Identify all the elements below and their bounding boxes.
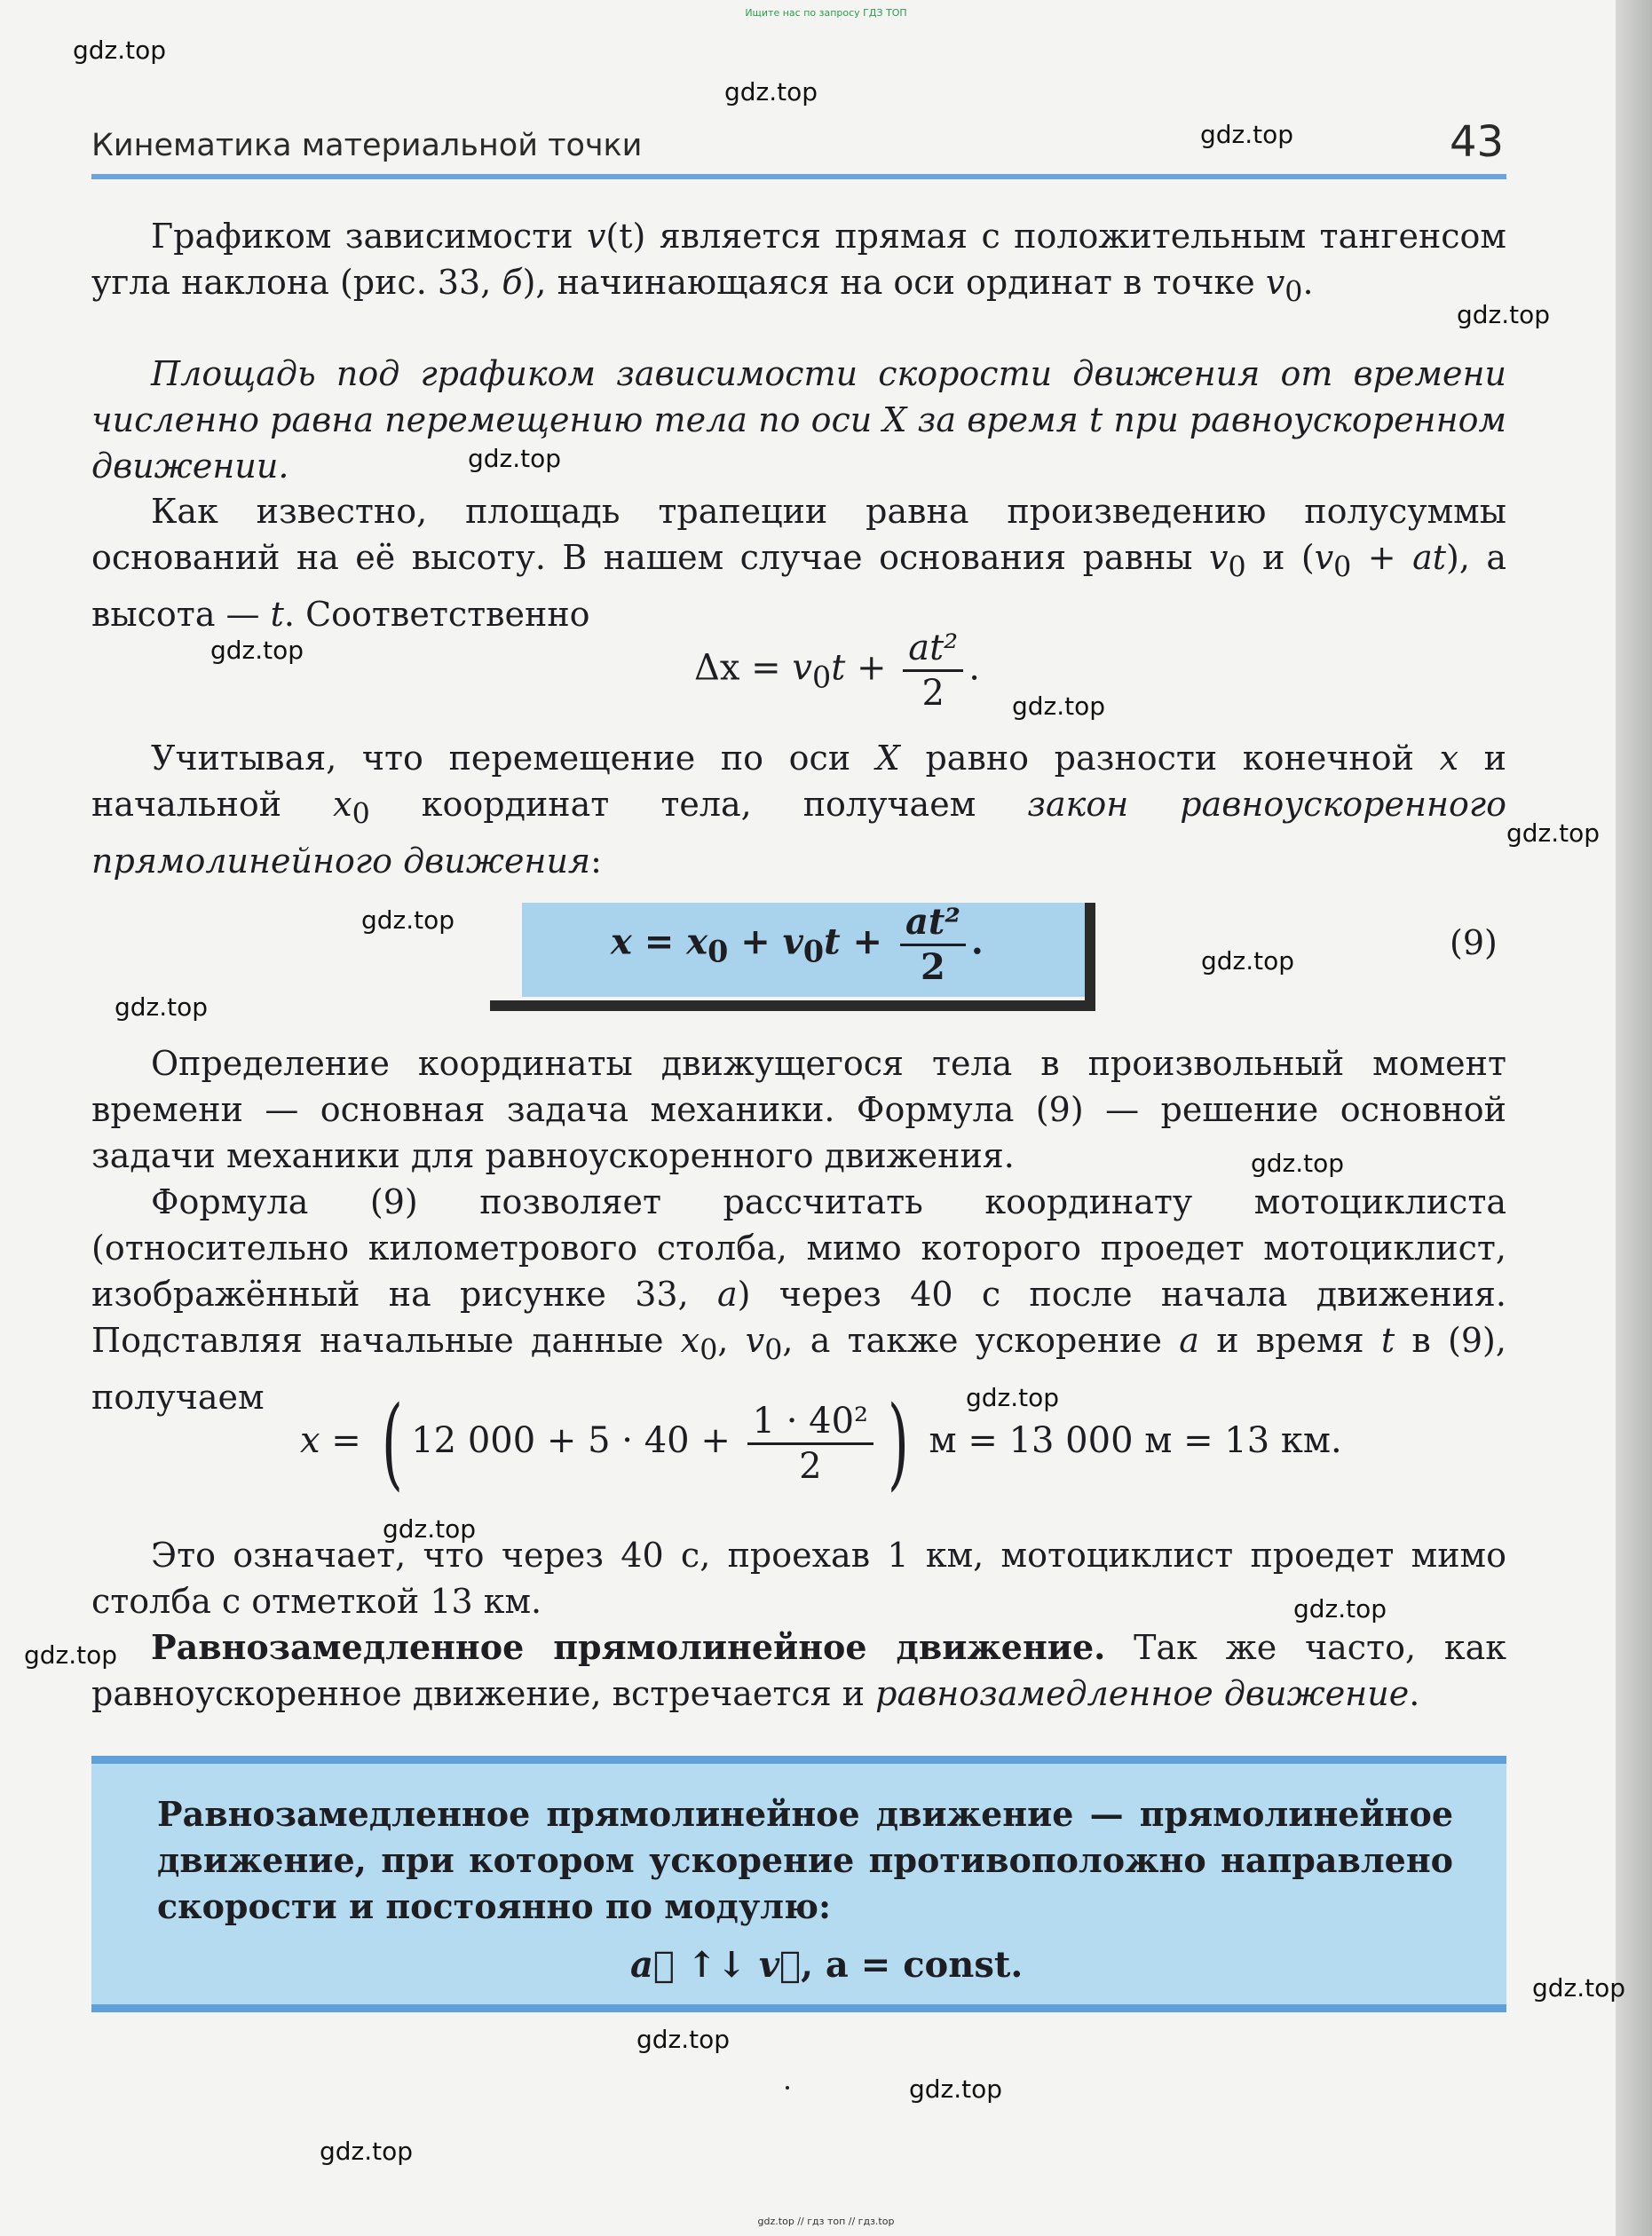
text: + — [845, 647, 898, 689]
var-v0: v — [1209, 538, 1229, 577]
watermark: gdz.top — [1200, 120, 1294, 149]
text: координат тела, получаем — [369, 785, 1028, 824]
watermark: gdz.top — [1506, 818, 1601, 848]
watermark: gdz.top — [966, 1383, 1060, 1412]
definition-rule-bottom — [91, 2004, 1506, 2012]
var-v0: v — [792, 647, 812, 689]
var-x0: x — [686, 920, 708, 963]
subscript: 0 — [352, 798, 370, 831]
top-note: Ищите нас по запросу ГДЗ ТОП — [745, 7, 907, 19]
text: м = 13 000 м = 13 км. — [917, 1420, 1342, 1461]
watermark: gdz.top — [210, 636, 304, 665]
var-t: t — [824, 920, 841, 963]
var-v0: v — [782, 920, 803, 963]
paragraph-example — [91, 1179, 1506, 1420]
var-t: t — [1380, 1321, 1395, 1360]
text: x = — [300, 1420, 373, 1461]
text: и начальной — [91, 739, 1506, 824]
figure-ref: а — [716, 1275, 738, 1314]
watermark: gdz.top — [115, 992, 209, 1022]
text: , a = const. — [801, 1944, 1024, 1986]
text: Формула (9) позволяет рассчитать координату мотоциклиста (относительно километрового столба, мимо которого проедет мотоциклист, изображённый на рисунке 33, — [91, 1182, 1506, 1314]
text: : — [590, 841, 602, 881]
subscript: 0 — [812, 660, 832, 695]
formula-9 — [611, 901, 984, 989]
paragraph-trapezoid — [91, 488, 1506, 637]
var-x: x — [611, 920, 632, 963]
text: + — [840, 920, 895, 963]
section-heading: Равнозамедленное прямолинейное движение. — [151, 1627, 1106, 1667]
definition-formula — [630, 1944, 1023, 1986]
watermark: gdz.top — [73, 36, 167, 65]
watermark: gdz.top — [361, 905, 455, 935]
text: и время — [1198, 1321, 1381, 1360]
law-term: закон равноускоренного прямолинейного движения — [91, 785, 1506, 881]
text: а высота — — [91, 538, 1507, 634]
watermark: gdz.top — [1457, 300, 1551, 329]
var-v0: v — [1265, 263, 1285, 302]
watermark: gdz.top — [1251, 1149, 1345, 1178]
equation-number: (9) — [1450, 923, 1498, 962]
opposite-arrows: ↑↓ — [674, 1944, 759, 1986]
var-x: x — [1439, 739, 1459, 778]
vector-a: a⃗ — [630, 1944, 675, 1986]
watermark: gdz.top — [724, 77, 818, 107]
paren-right: ) — [887, 1386, 909, 1501]
var-t: t — [831, 647, 846, 689]
paragraph-main-task: Определение координаты движущегося тела в произвольный момент времени — основная задача механики. Формула (9) — решение основной задачи механики для равноускоренного движения. — [91, 1044, 1506, 1175]
paragraph-result: Это означает, что через 40 с, проехав 1 км, мотоциклист проедет мимо столба с отметкой 13 км. — [91, 1536, 1506, 1621]
running-header: Кинематика материальной точки — [91, 128, 643, 163]
watermark: gdz.top — [1201, 946, 1295, 976]
numerator: 1 · 40² — [747, 1400, 874, 1445]
var-a: a — [1179, 1321, 1199, 1360]
text: ), — [1446, 538, 1470, 577]
page-edge-shadow — [1616, 0, 1652, 2236]
text: + — [728, 920, 783, 963]
bottom-note: gdz.top // гдз топ // гдз.top — [757, 2216, 895, 2227]
text: Как известно, площадь трапеции равна произведению полусуммы оснований на её высоту. В нашем случае основания равны — [91, 492, 1506, 577]
var-v: v — [586, 217, 606, 256]
text: + — [1351, 538, 1413, 577]
definition-rule-top — [91, 1756, 1506, 1764]
watermark: gdz.top — [1293, 1594, 1387, 1624]
text: Δx = — [694, 647, 793, 689]
statement-area-displacement: Площадь под графиком зависимости скорости движения от времени численно равна перемещению тела по оси X за время t при равноускоренном движении. — [91, 354, 1506, 486]
watermark: gdz.top — [383, 1514, 477, 1544]
text: Так же часто, как равноускоренное движение, встречается и — [91, 1628, 1506, 1713]
formula-displacement — [694, 627, 980, 715]
vector-v: v⃗ — [758, 1944, 802, 1986]
var-X: X — [875, 739, 900, 778]
paragraph-law-intro — [91, 735, 1506, 884]
subscript: 0 — [1284, 276, 1303, 309]
watermark: gdz.top — [1012, 691, 1106, 721]
denominator: 2 — [921, 673, 945, 714]
var-v0: v — [745, 1321, 765, 1360]
paragraph-graph — [91, 213, 1506, 316]
term: равнозамедленное движение — [875, 1674, 1410, 1713]
text: ), начинающаяся на оси ординат в точке — [522, 263, 1266, 302]
text: 12 000 + 5 · 40 + — [411, 1420, 742, 1461]
watermark: gdz.top — [1532, 1973, 1626, 2003]
text: равно разности конечной — [899, 739, 1440, 778]
paren-left: ( — [381, 1386, 403, 1501]
text: Графиком зависимости — [151, 217, 587, 256]
var-t: t — [270, 594, 284, 634]
text: и ( — [1245, 538, 1315, 577]
text: Учитывая, что перемещение по оси — [151, 739, 876, 778]
text: . — [1302, 263, 1314, 302]
var-v0: v — [1314, 538, 1334, 577]
watermark: gdz.top — [24, 1640, 118, 1670]
box-shadow — [1085, 903, 1095, 1011]
definition-text: Равнозамедленное прямолинейное движение — прямолинейное движение, при котором ускорение противоположно направлено скорости и постоянно по модулю: — [157, 1794, 1453, 1926]
text: (t) — [605, 217, 646, 256]
text: является прямая с положительным тангенсом угла наклона (рис. 33, — [91, 217, 1506, 302]
subscript: 0 — [1333, 551, 1352, 584]
page-number: 43 — [1450, 117, 1505, 167]
numerator: at² — [900, 901, 966, 946]
watermark: gdz.top — [909, 2074, 1003, 2104]
text: . — [970, 920, 984, 963]
denominator: 2 — [921, 946, 945, 988]
print-speck — [786, 2086, 789, 2090]
fraction — [903, 627, 963, 715]
var-x0: x — [333, 785, 352, 824]
formula-numeric — [300, 1386, 1342, 1501]
fraction — [747, 1400, 874, 1488]
text: , — [717, 1321, 746, 1360]
header-rule — [91, 174, 1506, 179]
denominator: 2 — [799, 1445, 822, 1487]
watermark: gdz.top — [468, 444, 562, 473]
figure-ref: б — [502, 263, 523, 302]
subscript: 0 — [700, 1334, 718, 1367]
var-at: at — [1412, 538, 1446, 577]
text: . Соответственно — [283, 594, 590, 634]
text: . — [1409, 1674, 1420, 1713]
text: = — [631, 920, 687, 963]
subscript: 0 — [802, 934, 825, 969]
box-shadow — [490, 1000, 1095, 1011]
watermark: gdz.top — [636, 2025, 731, 2054]
numerator: at² — [903, 627, 963, 672]
paragraph-decelerated — [91, 1624, 1506, 1717]
subscript: 0 — [1228, 551, 1246, 584]
subscript: 0 — [707, 934, 729, 969]
text: ) через 40 с после начала движения. Подставляя начальные данные — [91, 1275, 1506, 1360]
subscript: 0 — [764, 1334, 783, 1367]
text: . — [968, 647, 980, 689]
fraction — [900, 901, 966, 989]
var-x0: x — [680, 1321, 700, 1360]
text: в (9), получаем — [91, 1321, 1506, 1417]
text: , а также ускорение — [782, 1321, 1180, 1360]
watermark: gdz.top — [320, 2137, 414, 2166]
